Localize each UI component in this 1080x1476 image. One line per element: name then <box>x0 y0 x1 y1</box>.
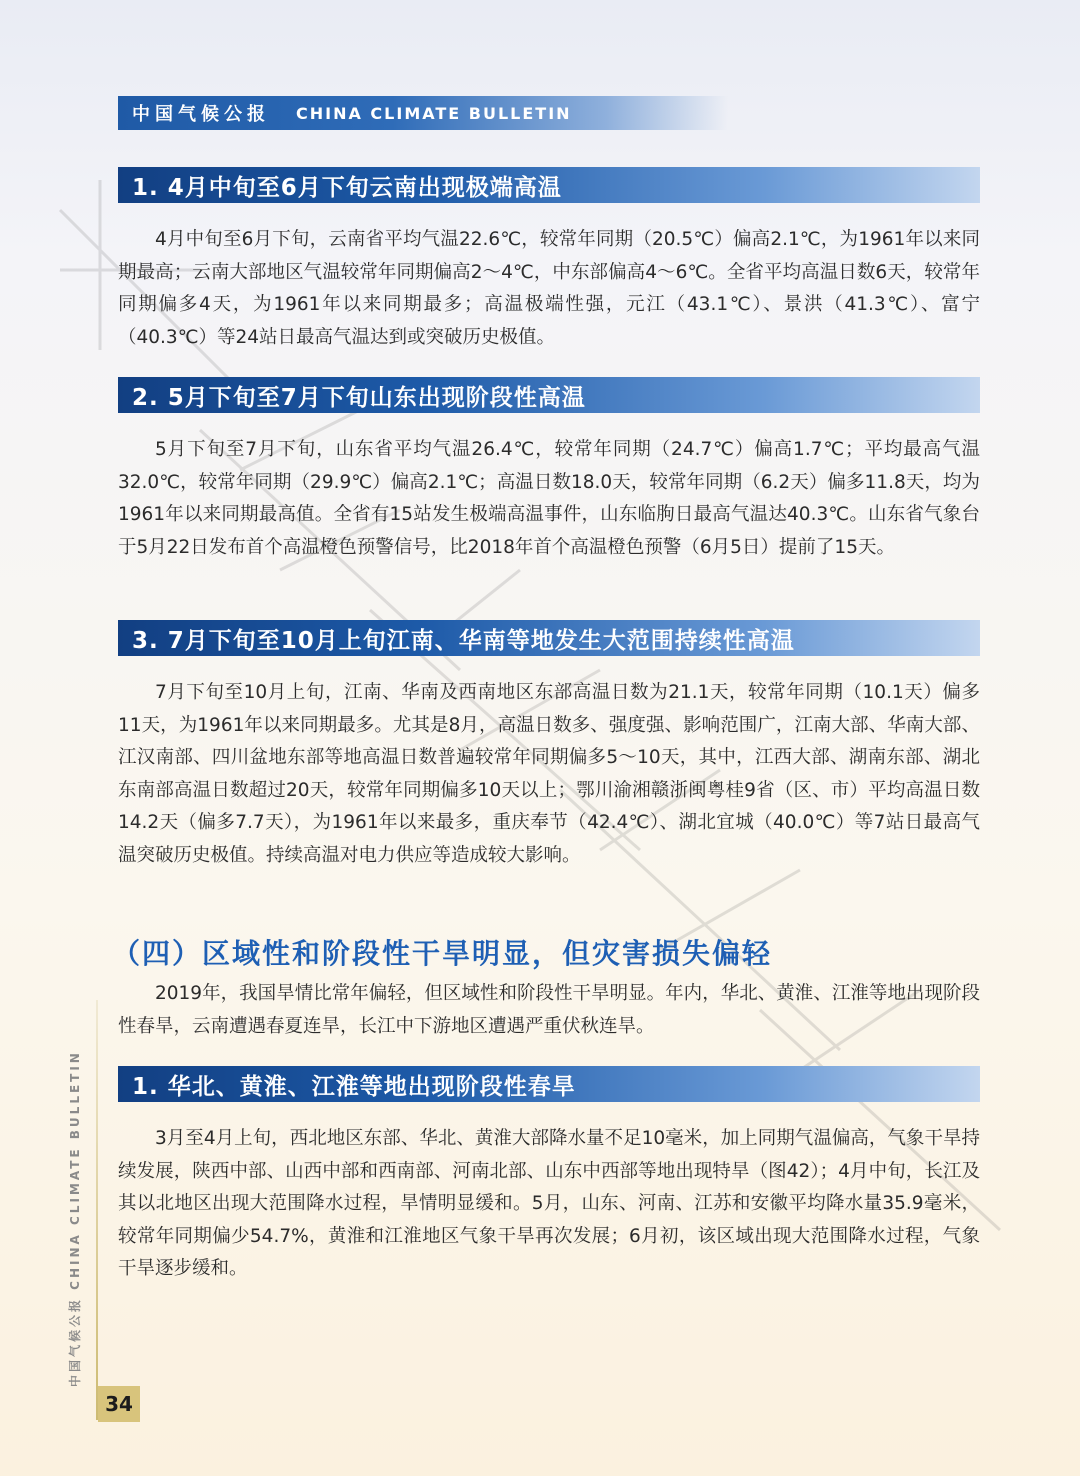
section-text-yunnan: 4月中旬至6月下旬，云南省平均气温22.6℃，较常年同期（20.5℃）偏高2.1℃，为1961年以来同期最高；云南大部地区气温较常年同期偏高2～4℃，中东部偏高4～6℃。全省平均高温日数6天，较常年同期偏多4天，为1961年以来同期最多；高温极端性强，元江（43.1℃）、景洪（41.3℃）、富宁（40.3℃）等24站日最高气温达到或突破历史极值。 <box>118 229 980 348</box>
section-text-spring-drought: 3月至4月上旬，西北地区东部、华北、黄淮大部降水量不足10毫米，加上同期气温偏高，气象干旱持续发展，陕西中部、山西中部和西南部、河南北部、山东中西部等地出现特旱（图42）；4月中旬，长江及其以北地区出现大范围降水过程，旱情明显缓和。5月，山东、河南、江苏和安徽平均降水量35.9毫米，较常年同期偏少54.7%，黄淮和江淮地区气象干旱再次发展；6月初，该区域出现大范围降水过程，气象干旱逐步缓和。 <box>118 1128 980 1279</box>
section-heading-yunnan: 1. 4月中旬至6月下旬云南出现极端高温 <box>118 167 980 203</box>
part-heading-drought: （四）区域性和阶段性干旱明显，但灾害损失偏轻 <box>112 937 773 970</box>
part-text-drought: 2019年，我国旱情比常年偏轻，但区域性和阶段性干旱明显。年内，华北、黄淮、江淮等地出现阶段性春旱，云南遭遇春夏连旱，长江中下游地区遭遇严重伏秋连旱。 <box>118 983 980 1037</box>
page-number: 34 <box>98 1386 140 1422</box>
section-text-shandong: 5月下旬至7月下旬，山东省平均气温26.4℃，较常年同期（24.7℃）偏高1.7℃；平均最高气温32.0℃，较常年同期（29.9℃）偏高2.1℃；高温日数18.0天，较常年同期（6.2天）偏多11.8天，均为1961年以来同期最高值。全省有15站发生极端高温事件，山东临朐日最高气温达40.3℃。山东省气象台于5月22日发布首个高温橙色预警信号，比2018年首个高温橙色预警（6月5日）提前了15天。 <box>118 439 980 558</box>
header-bar <box>118 96 728 130</box>
sidebar-vertical-label: 中国气候公报 CHINA CLIMATE BULLETIN <box>68 1050 82 1387</box>
section-heading-jiangnan: 3. 7月下旬至10月上旬江南、华南等地发生大范围持续性高温 <box>118 620 980 656</box>
sidebar-rule <box>96 1000 98 1420</box>
section-text-jiangnan: 7月下旬至10月上旬，江南、华南及西南地区东部高温日数为21.1天，较常年同期（10.1天）偏多11天，为1961年以来同期最多。尤其是8月，高温日数多、强度强、影响范围广，江南大部、华南大部、江汉南部、四川盆地东部等地高温日数普遍较常年同期偏多5～10天，其中，江西大部、湖南东部、湖北东南部高温日数超过20天，较常年同期偏多10天以上；鄂川渝湘赣浙闽粤桂9省（区、市）平均高温日数14.2天（偏多7.7天），为1961年以来最多，重庆奉节（42.4℃）、湖北宜城（40.0℃）等7站日最高气温突破历史极值。持续高温对电力供应等造成较大影响。 <box>118 682 980 866</box>
header-title-cn: 中国气候公报 <box>132 104 270 125</box>
section-heading-shandong: 2. 5月下旬至7月下旬山东出现阶段性高温 <box>118 377 980 413</box>
section-heading-spring-drought: 1. 华北、黄淮、江淮等地出现阶段性春旱 <box>118 1066 980 1102</box>
header-title-en: CHINA CLIMATE BULLETIN <box>296 103 572 123</box>
